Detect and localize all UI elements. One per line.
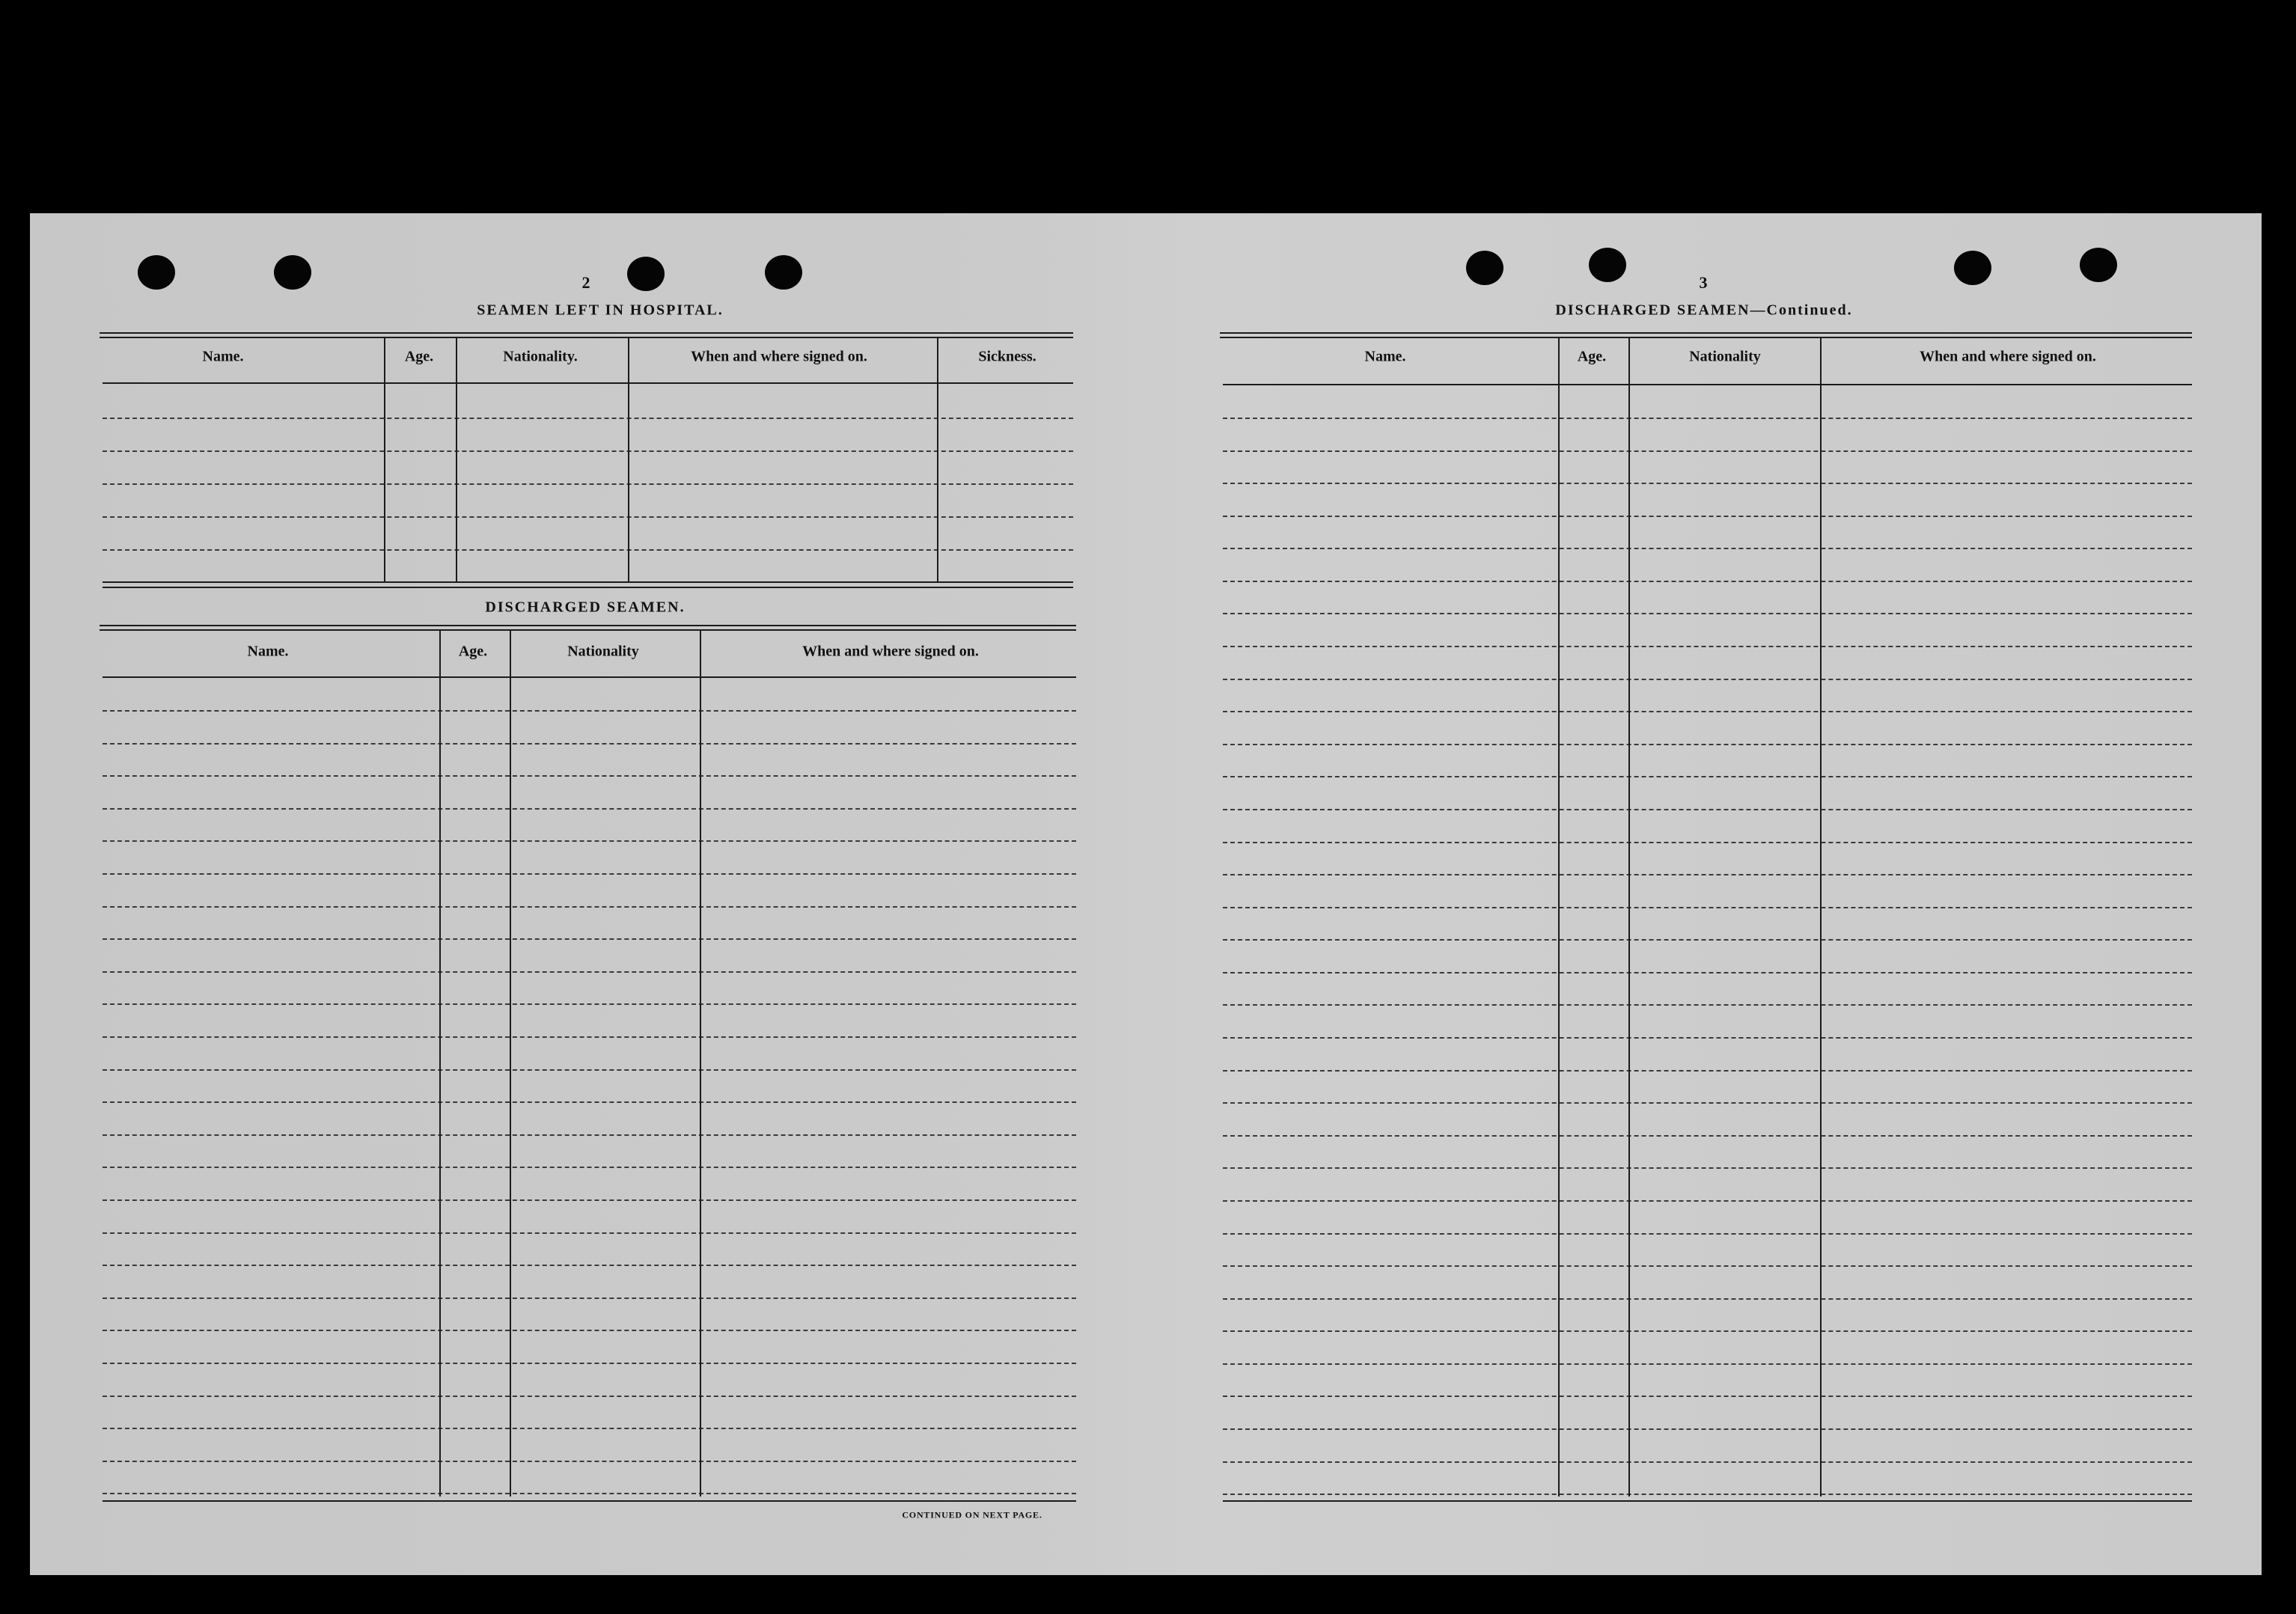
column-header-age: Age. (458, 643, 488, 660)
row-rule (103, 873, 1076, 875)
column-header-sickness: Sickness. (978, 348, 1036, 365)
row-rule (103, 418, 1073, 419)
row-rule (103, 483, 1073, 485)
row-rule (1223, 418, 2192, 419)
column-header-name: Name. (202, 348, 244, 365)
row-rule (1223, 972, 2192, 973)
row-rule (103, 775, 1076, 777)
row-rule (103, 516, 1073, 518)
section-title-discharged-continued: DISCHARGED SEAMEN—Continued. (1555, 302, 1853, 319)
top-double-rule (100, 337, 1073, 338)
row-rule (1223, 874, 2192, 875)
row-rule (1223, 450, 2192, 452)
header-bottom-rule (103, 676, 1076, 678)
row-rule (1223, 679, 2192, 680)
row-rule (103, 1461, 1076, 1462)
column-rule (937, 337, 938, 583)
row-rule (103, 971, 1076, 973)
column-rule (456, 337, 457, 583)
row-rule (1223, 1461, 2192, 1463)
row-rule (1223, 1363, 2192, 1365)
row-rule (1223, 711, 2192, 712)
row-rule (1223, 1070, 2192, 1072)
column-header-nationality: Nationality. (503, 348, 578, 365)
punch-hole (765, 255, 802, 290)
row-rule (103, 1101, 1076, 1103)
top-double-rule (100, 629, 1076, 631)
row-rule (103, 710, 1076, 712)
punch-hole (1954, 251, 1991, 285)
column-rule (628, 337, 629, 583)
top-double-rule (1220, 332, 2192, 334)
row-rule (1223, 483, 2192, 484)
table-bottom-rule (103, 581, 1073, 583)
row-rule (103, 1036, 1076, 1038)
column-rule (384, 337, 385, 583)
page-number-left: 2 (581, 273, 590, 292)
section-title-hospital: SEAMEN LEFT IN HOSPITAL. (477, 302, 724, 319)
row-rule (1223, 1428, 2192, 1430)
header-bottom-rule (1223, 384, 2192, 385)
column-header-signed-on: When and where signed on. (802, 643, 979, 660)
column-header-name: Name. (247, 643, 289, 660)
punch-hole (274, 255, 311, 290)
column-rule (1558, 337, 1560, 1497)
row-rule (1223, 744, 2192, 745)
page-number-right: 3 (1699, 273, 1708, 292)
row-rule (103, 906, 1076, 908)
row-rule (1223, 1494, 2192, 1495)
row-rule (103, 450, 1073, 452)
table-bottom-rule (103, 587, 1073, 588)
top-double-rule (1220, 337, 2192, 338)
row-rule (103, 1428, 1076, 1429)
row-rule (1223, 1265, 2192, 1267)
column-rule (700, 629, 701, 1497)
row-rule (103, 1232, 1076, 1234)
column-rule (510, 629, 511, 1497)
punch-hole (2080, 248, 2117, 282)
row-rule (103, 1199, 1076, 1201)
row-rule (103, 1265, 1076, 1266)
row-rule (103, 1493, 1076, 1494)
row-rule (103, 840, 1076, 842)
row-rule (1223, 1330, 2192, 1332)
section-title-discharged: DISCHARGED SEAMEN. (485, 599, 686, 616)
row-rule (103, 938, 1076, 940)
column-header-nationality: Nationality (567, 643, 639, 660)
row-rule (103, 743, 1076, 745)
row-rule (1223, 1298, 2192, 1300)
column-rule (439, 629, 441, 1497)
row-rule (103, 1297, 1076, 1299)
row-rule (103, 1003, 1076, 1005)
row-rule (103, 1363, 1076, 1364)
row-rule (103, 1167, 1076, 1168)
row-rule (103, 1330, 1076, 1331)
row-rule (103, 549, 1073, 551)
row-rule (103, 808, 1076, 810)
punch-hole (1589, 248, 1626, 282)
row-rule (1223, 1135, 2192, 1137)
punch-hole (627, 257, 665, 291)
row-rule (1223, 907, 2192, 908)
row-rule (103, 1396, 1076, 1397)
column-header-signed-on: When and where signed on. (1920, 348, 2096, 365)
column-header-nationality: Nationality (1689, 348, 1761, 365)
row-rule (1223, 581, 2192, 582)
row-rule (1223, 548, 2192, 549)
row-rule (103, 1069, 1076, 1071)
row-rule (1223, 646, 2192, 647)
row-rule (1223, 516, 2192, 517)
row-rule (103, 1134, 1076, 1136)
header-bottom-rule (103, 382, 1073, 384)
row-rule (1223, 613, 2192, 614)
column-rule (1820, 337, 1822, 1497)
top-double-rule (100, 332, 1073, 334)
row-rule (1223, 842, 2192, 843)
row-rule (1223, 776, 2192, 777)
row-rule (1223, 809, 2192, 810)
table-bottom-rule (103, 1500, 1076, 1502)
row-rule (1223, 939, 2192, 941)
row-rule (1223, 1037, 2192, 1039)
column-header-name: Name. (1364, 348, 1406, 365)
punch-hole (1466, 251, 1503, 285)
row-rule (1223, 1102, 2192, 1104)
column-header-age: Age. (1577, 348, 1607, 365)
row-rule (1223, 1167, 2192, 1169)
column-header-signed-on: When and where signed on. (691, 348, 867, 365)
table-bottom-rule (1223, 1500, 2192, 1502)
column-rule (1628, 337, 1630, 1497)
row-rule (1223, 1200, 2192, 1202)
row-rule (1223, 1004, 2192, 1006)
continued-footer: CONTINUED ON NEXT PAGE. (902, 1509, 1042, 1520)
top-double-rule (100, 625, 1076, 626)
row-rule (1223, 1233, 2192, 1235)
row-rule (1223, 1396, 2192, 1397)
punch-hole (138, 255, 175, 290)
column-header-age: Age. (404, 348, 434, 365)
